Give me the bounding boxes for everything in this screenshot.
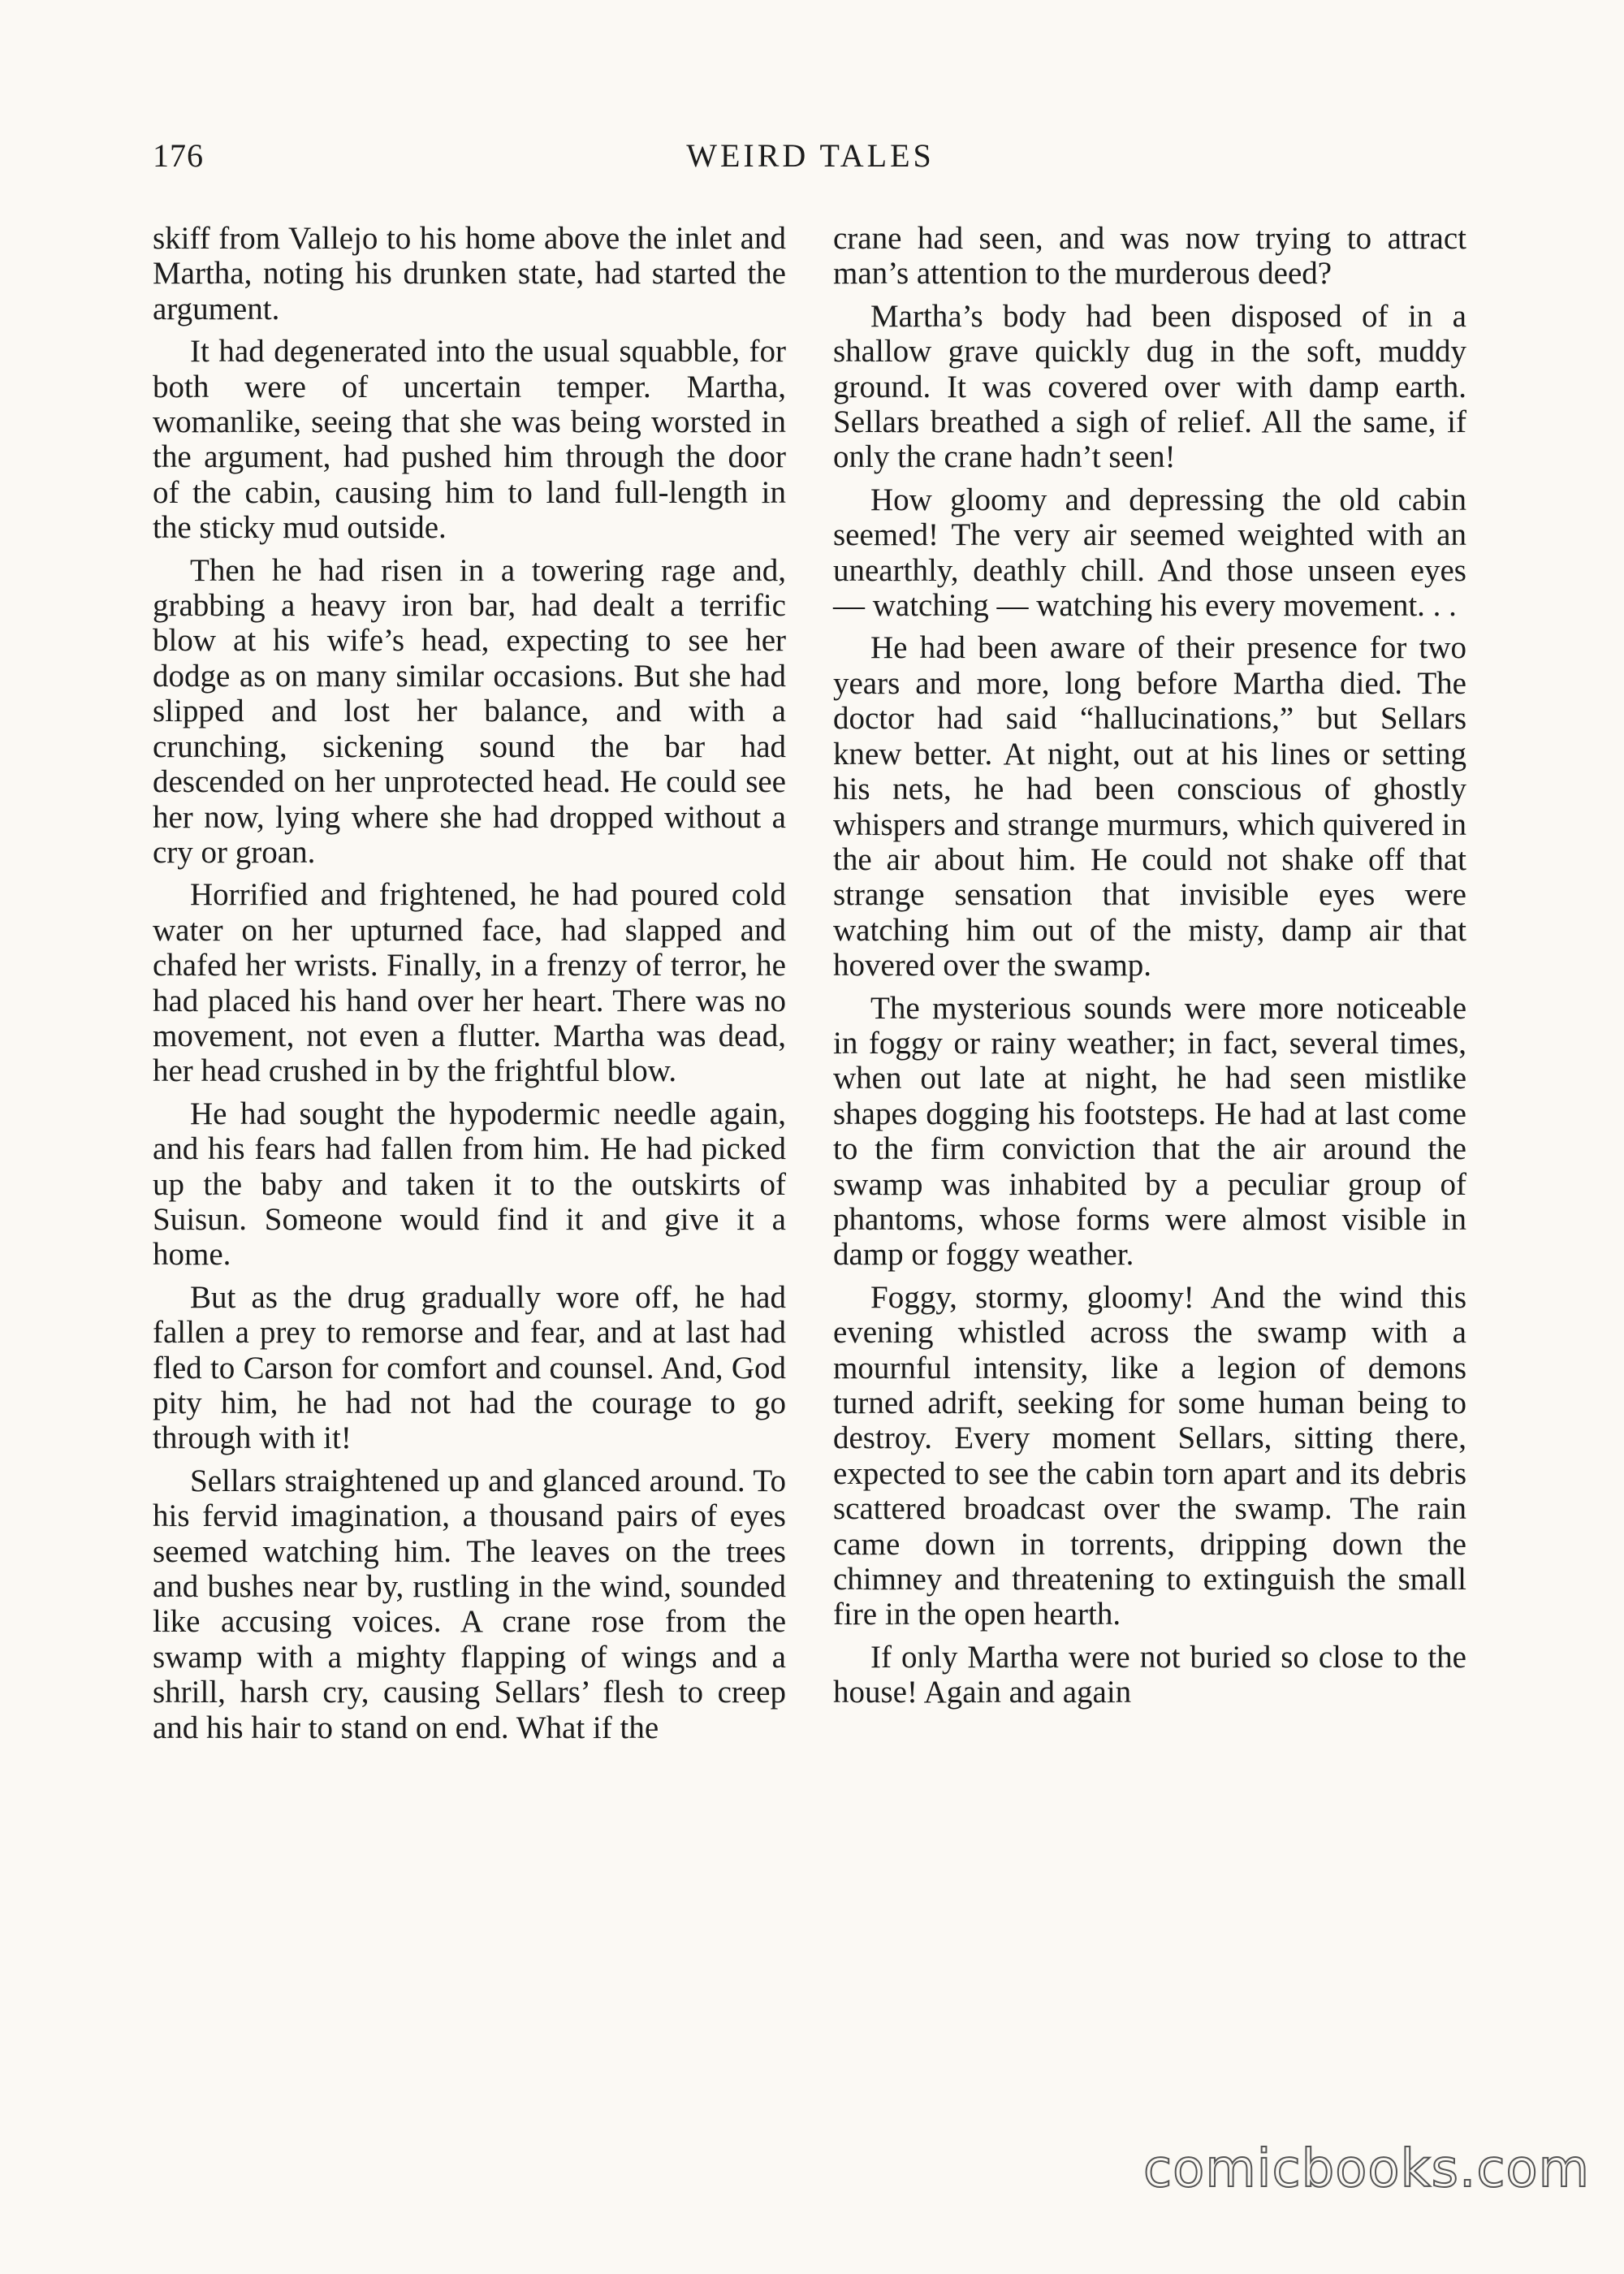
running-head: WEIRD TALES	[686, 137, 935, 174]
page-number: 176	[153, 137, 204, 174]
left-column	[153, 221, 786, 1753]
paragraph: Then he had risen in a towering rage and, grabbing a heavy iron bar, had dealt a terrific blow at his wife’s head, expecting to see her dodge as on many similar occasions. But she had slipped and lost her balance, and with a crunching, sickening sound the bar had descended on her unprotected head. He could see her now, lying where she had dropped without a cry or groan.	[153, 552, 786, 870]
page-header	[153, 136, 1468, 185]
paragraph: He had sought the hypodermic needle again, and his fears had fallen from him. He had picked up the baby and taken it to the outskirts of Suisun. Someone would find it and give it a home.	[153, 1096, 786, 1273]
paragraph: He had been aware of their presence for two years and more, long before Martha died. The doctor had said “hallucinations,” but Sellars knew better. At night, out at his lines or setting his nets, he had been conscious of ghostly whispers and strange murmurs, which quivered in the air about him. He could not shake off that strange sensation that invisible eyes were watching him out of the misty, damp air that hovered over the swamp.	[833, 630, 1466, 984]
paragraph: Martha’s body had been disposed of in a shallow grave quickly dug in the soft, muddy ground. It was covered over with damp earth. Sellars breathed a sigh of relief. All the same, if only the crane hadn’t seen!	[833, 298, 1466, 475]
paragraph: How gloomy and depressing the old cabin seemed! The very air seemed weighted with an unearthly, deathly chill. And those unseen eyes — watching — watching his every movement. . .	[833, 482, 1466, 624]
paragraph: The mysterious sounds were more noticeable in foggy or rainy weather; in fact, several times, when out late at night, he had seen mistlike shapes dogging his footsteps. He had at last come to the firm conviction that the air around the swamp was inhabited by a peculiar group of phantoms, whose forms were almost visible in damp or foggy weather.	[833, 990, 1466, 1273]
paragraph: It had degenerated into the usual squabble, for both were of uncertain temper. Martha, womanlike, seeing that she was being worsted in the argument, had pushed him through the door of the cabin, causing him to land full-length in the sticky mud outside.	[153, 334, 786, 546]
paragraph: Foggy, stormy, gloomy! And the wind this evening whistled across the swamp with a mournful intensity, like a legion of demons turned adrift, seeking for some human being to destroy. Every moment Sellars, sitting there, expected to see the cabin torn apart and its debris scattered broadcast over the swamp. The rain came down in torrents, dripping down the chimney and threatening to extinguish the small fire in the open hearth.	[833, 1279, 1466, 1632]
paragraph: Horrified and frightened, he had poured cold water on her upturned face, had slapped and chafed her wrists. Finally, in a frenzy of terror, he had placed his hand over her heart. There was no movement, not even a flutter. Martha was dead, her head crushed in by the frightful blow.	[153, 877, 786, 1089]
paragraph: skiff from Vallejo to his home above the inlet and Martha, noting his drunken state, had started the argument.	[153, 221, 786, 326]
paragraph: If only Martha were not buried so close to the house! Again and again	[833, 1639, 1466, 1710]
paragraph: But as the drug gradually wore off, he had fallen a prey to remorse and fear, and at last had fled to Carson for comfort and counsel. And, God pity him, he had not had the courage to go through with it!	[153, 1279, 786, 1456]
paragraph: Sellars straightened up and glanced around. To his fervid imagination, a thousand pairs of eyes seemed watching him. The leaves on the trees and bushes near by, rustling in the wind, sounded like accusing voices. A crane rose from the swamp with a mighty flapping of wings and a shrill, harsh cry, causing Sellars’ flesh to creep and his hair to stand on end. What if the	[153, 1463, 786, 1745]
watermark: comicbooks.com	[1142, 2139, 1590, 2199]
paragraph: crane had seen, and was now trying to attract man’s attention to the murderous deed?	[833, 221, 1466, 292]
right-column	[833, 221, 1466, 1718]
